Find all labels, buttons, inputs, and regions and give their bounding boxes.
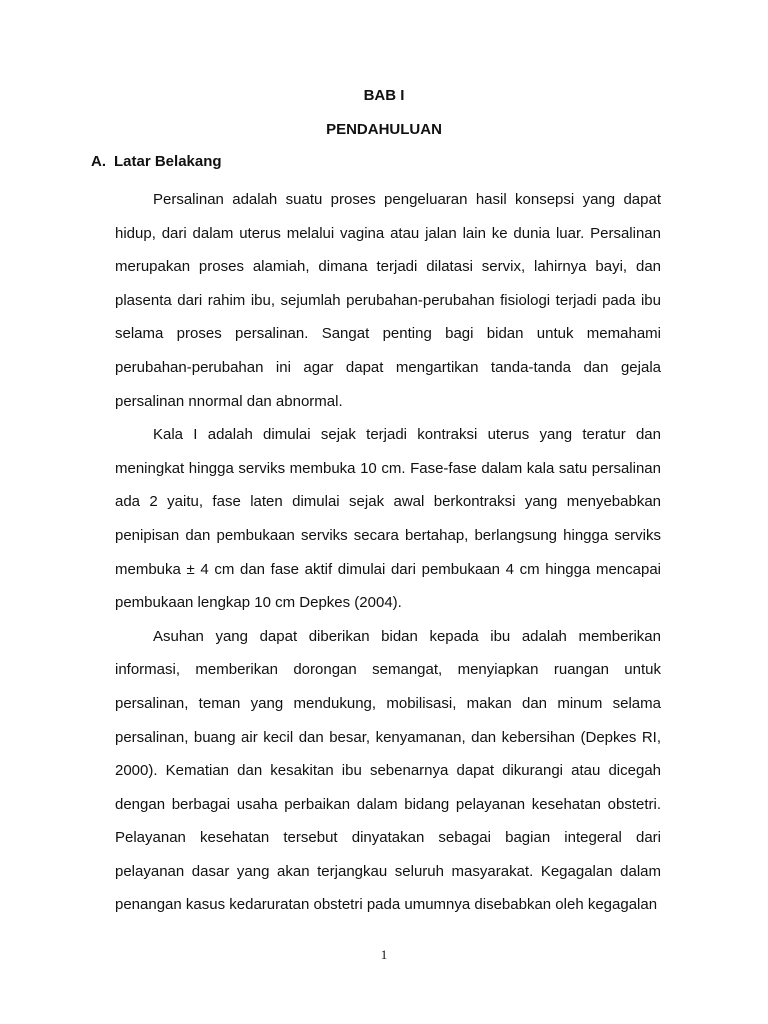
paragraph-1: Persalinan adalah suatu proses pengeluaran hasil konsepsi yang dapat hidup, dari dalam uterus melalui vagina atau jalan lain ke dunia luar. Persalinan merupakan proses alamiah, dimana terjadi dilatasi servix, lahirnya bayi, dan plasenta dari rahim ibu, sejumlah perubahan-perubahan fisiologi terjadi pada ibu selama proses persalinan. Sangat penting bagi bidan untuk memahami perubahan-perubahan ini agar dapat mengartikan tanda-tanda dan gejala persalinan nnormal dan abnormal. — [115, 191, 661, 410]
paragraph-2: Kala I adalah dimulai sejak terjadi kontraksi uterus yang teratur dan meningkat hingga serviks membuka 10 cm. Fase-fase dalam kala satu persalinan ada 2 yaitu, fase laten dimulai sejak awal berkontraksi yang menyebabkan penipisan dan pembukaan serviks secara bertahap, berlangsung hingga serviks membuka ± 4 cm dan fase aktif dimulai dari pembukaan 4 cm hingga mencapai pembukaan lengkap 10 cm Depkes (2004). — [115, 426, 661, 612]
chapter-title: PENDAHULUAN — [326, 121, 442, 138]
section-marker: A. — [91, 153, 106, 170]
body-text — [115, 183, 661, 922]
paragraph-3: Asuhan yang dapat diberikan bidan kepada ibu adalah memberikan informasi, memberikan dorongan semangat, menyiapkan ruangan untuk persalinan, teman yang mendukung, mobilisasi, makan dan minum selama persalinan, buang air kecil dan besar, kenyamanan, dan kebersihan (Depkes RI, 2000). Kematian dan kesakitan ibu sebenarnya dapat dikurangi atau dicegah dengan berbagai usaha perbaikan dalam bidang pelayanan kesehatan obstetri. Pelayanan kesehatan tersebut dinyatakan sebagai bagian integeral dari pelayanan dasar yang akan terjangkau seluruh masyarakat. Kegagalan dalam penangan kasus kedaruratan obstetri pada umumnya disebabkan oleh kegagalan — [115, 627, 661, 914]
chapter-number: BAB I — [363, 87, 405, 104]
page-number: 1 — [380, 947, 388, 962]
section-title: Latar Belakang — [114, 153, 222, 170]
section-heading — [91, 152, 222, 172]
